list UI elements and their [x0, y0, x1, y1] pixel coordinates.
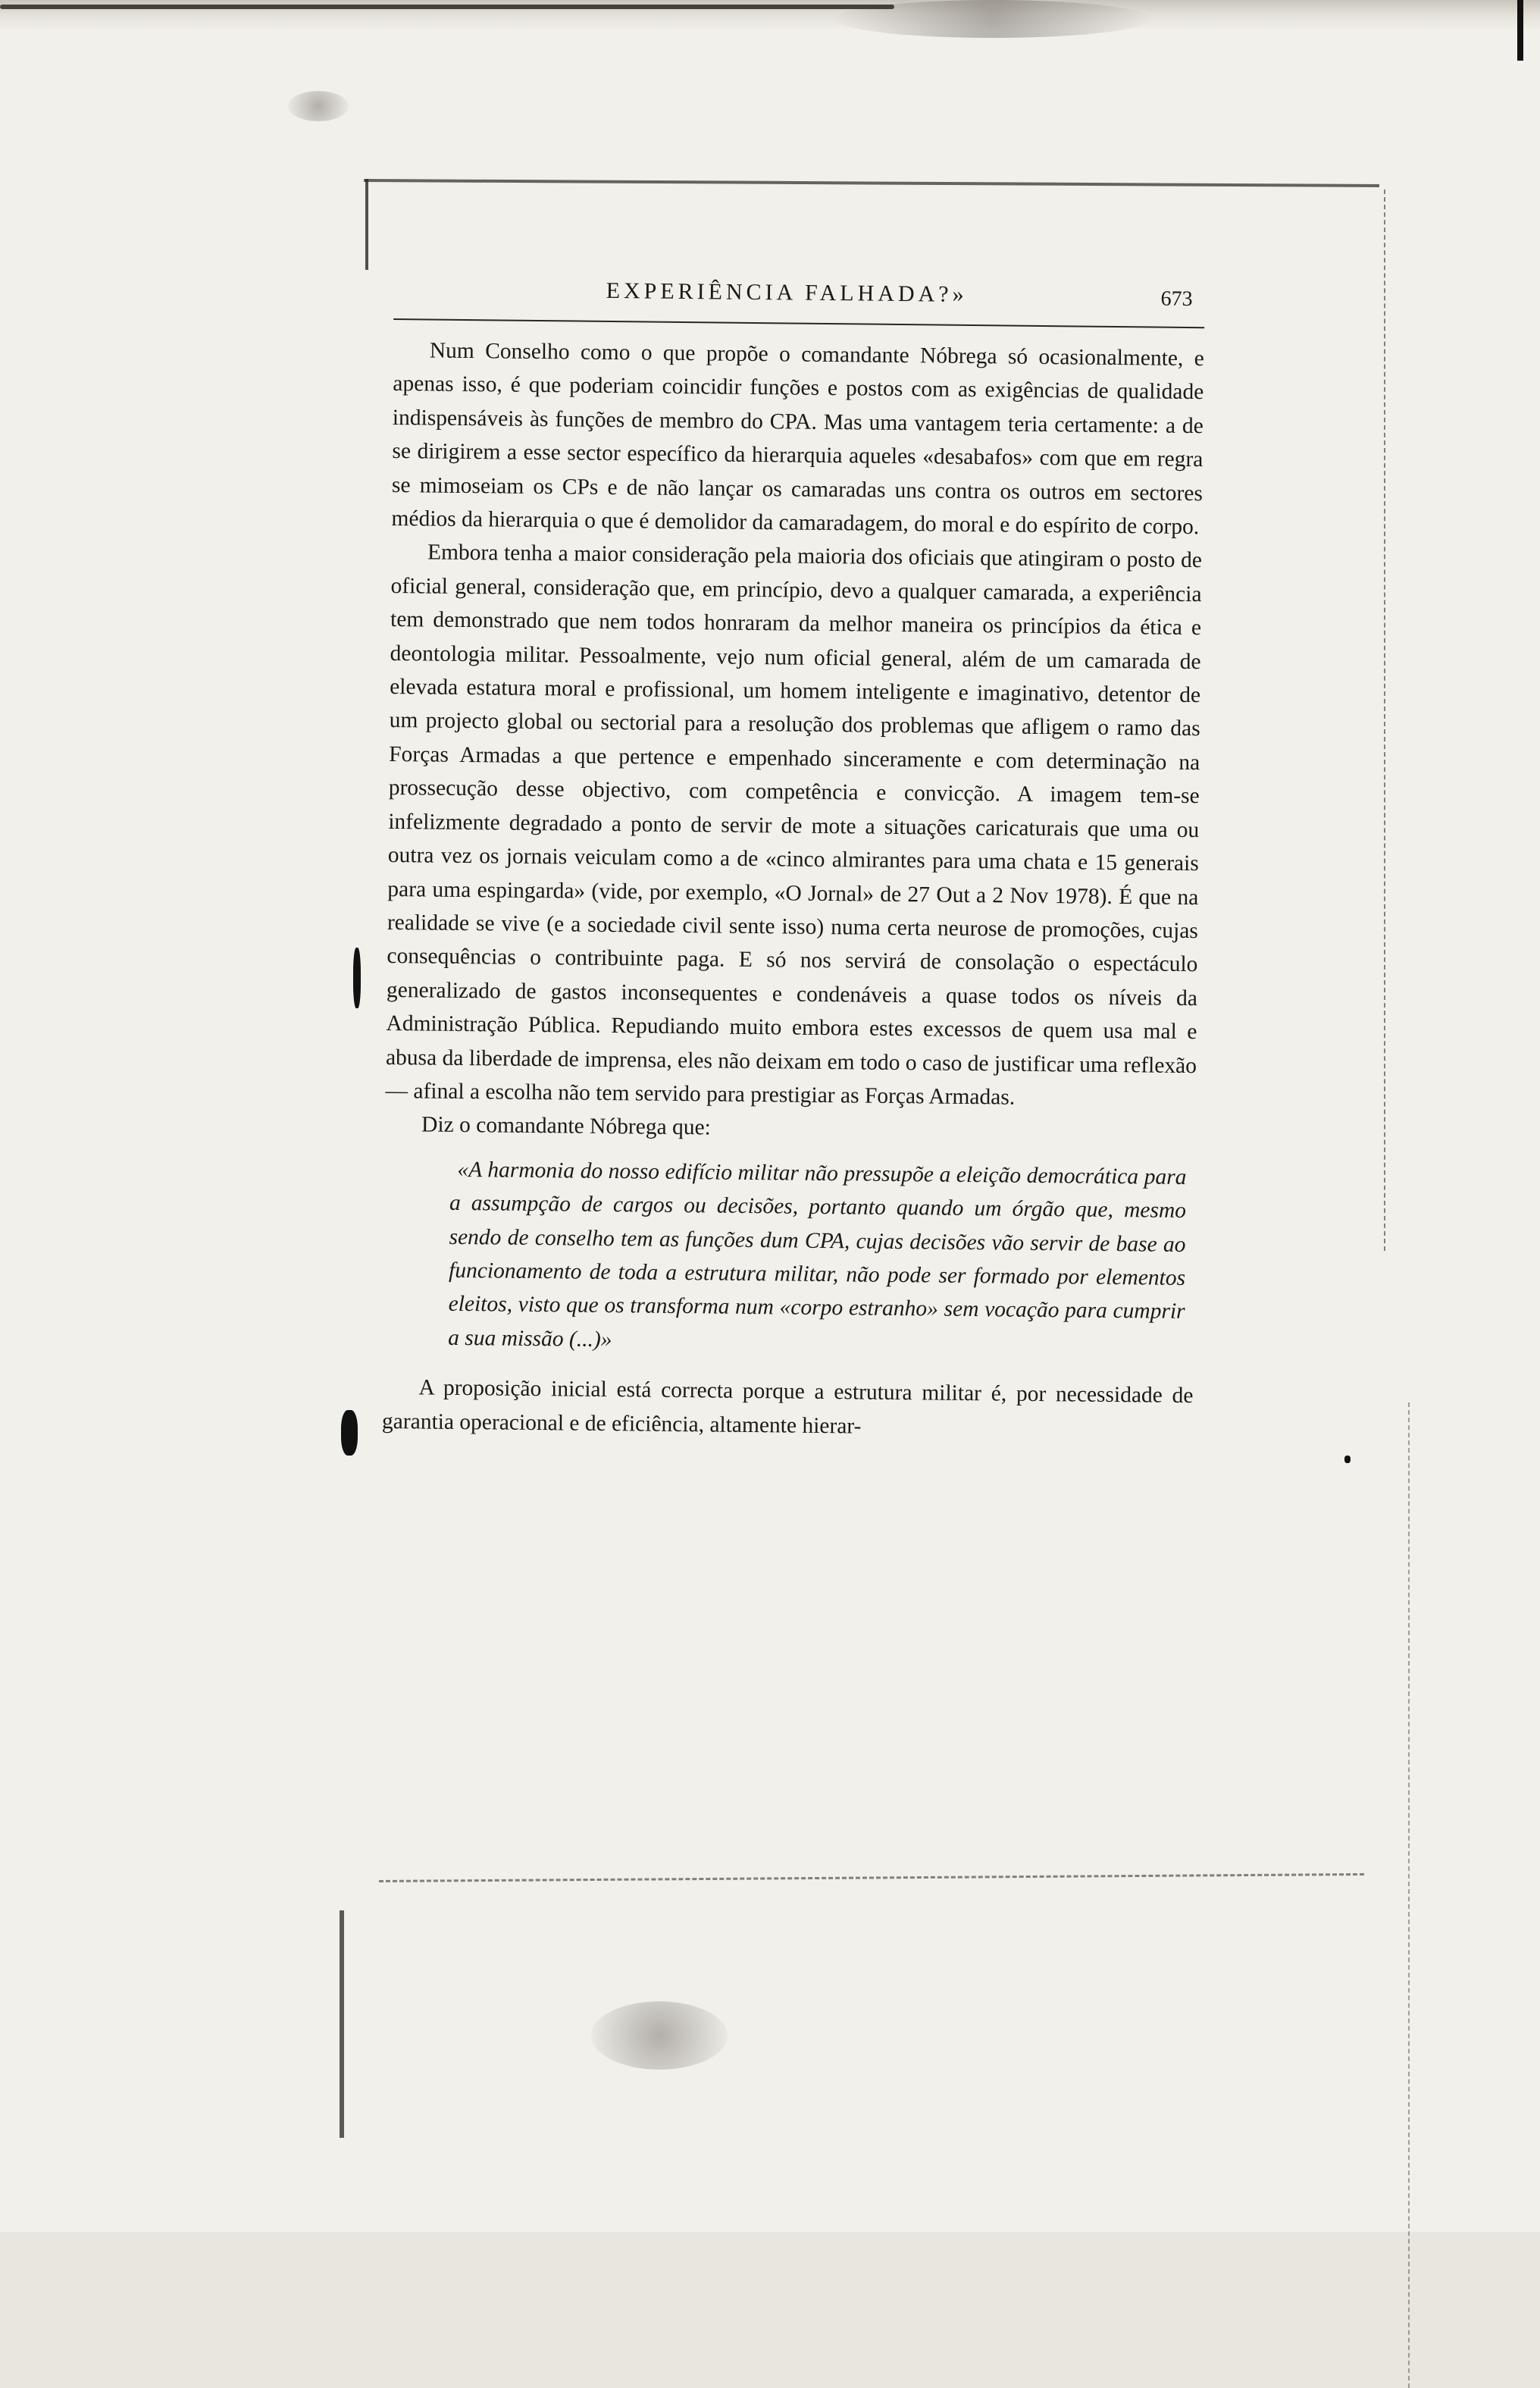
scan-smudge: [591, 2001, 728, 2070]
page-frame-bottom: [379, 1873, 1364, 1885]
body-text: [382, 334, 1204, 1446]
page-frame-right-lower: [1408, 1402, 1411, 2388]
page-frame-top: [364, 179, 1379, 187]
page-frame-right: [1384, 190, 1387, 1251]
paragraph: A proposição inicial está correcta porque a estrutura militar é, por necessidade de garantia operacional e de eficiência, altamente hierar-: [381, 1375, 1194, 1439]
page-number: 673: [1160, 287, 1193, 312]
margin-ink-dot: [1344, 1456, 1351, 1463]
page-frame-lower-left: [340, 1910, 344, 2138]
margin-ink-mark: [341, 1410, 358, 1456]
scan-smudge: [288, 91, 349, 121]
book-page: [382, 265, 1205, 1446]
paragraph: Num Conselho como o que propõe o comandante Nóbrega só ocasionalmente, e apenas isso, é que poderiam coincidir funções e postos com as exigências de qualidade indispensáveis às funções de membro do CPA. Mas uma vantagem teria certamente: a de se dirigirem a esse sector específico da hierarquia aqueles «desabafos» com que em regra se mimoseiam os CPs e de não lançar os camaradas uns contra os outros em sectores médios da hierarquia o que é demolidor da camaradagem, do moral e do espírito de corpo.: [391, 338, 1204, 540]
paragraph: Embora tenha a maior consideração pela maioria dos oficiais que atingiram o posto de oficial general, consideração que, em princípio, devo a qualquer camarada, a experiência tem demonstrado que nem todos honraram da melhor maneira os princípios da ética e deontologia militar. Pessoalmente, vejo num oficial general, além de um camarada de elevada estatura moral e profissional, um homem inteligente e imaginativo, detentor de um projecto global ou sectorial para a resolução dos problemas que afligem o ramo das Forças Armadas a que pertence e empenhado sinceramente e com determinação na prossecução desse objectivo, com competência e convicção. A imagem tem-se infelizmente degradado a ponto de servir de mote a situações caricaturais que uma ou outra vez os jornais veiculam como a de «cinco almirantes para uma chata e 15 generais para uma espingarda» (vide, por exemplo, «O Jornal» de 27 Out a 2 Nov 1978). É que na realidade se vive (e a sociedade civil sente isso) numa certa neurose de promoções, cujas consequências o contribuinte paga. E só nos servirá de consolação o espectáculo generalizado de gastos inconsequentes e condenáveis a quase todos os níveis da Administração Pública. Repudiando muito embora estes excessos de quem usa mal e abusa da liberdade de imprensa, eles não deixam em todo o caso de justificar uma reflexão — afinal a escolha não tem servido para prestigiar as Forças Armadas.: [385, 540, 1203, 1110]
scan-top-edge-line: [0, 5, 894, 9]
margin-ink-mark: [353, 948, 361, 1008]
scan-smudge: [834, 0, 1152, 38]
page-frame-left: [365, 179, 368, 270]
running-head-title: EXPERIÊNCIA FALHADA?»: [606, 277, 968, 307]
block-quote: «A harmonia do nosso edifício militar não pressupõe a eleição democrática para a assumpção de cargos ou decisões, portanto quando um órgão que, mesmo sendo de conselho tem as funções dum CPA, cujas decisões vão servir de base ao funcionamento de toda a estrutura militar, não pode ser formado por elementos eleitos, visto que os transforma num «corpo estranho» sem vocação para cumprir a sua missão (...)»: [448, 1157, 1187, 1352]
scan-right-edge-mark: [1517, 0, 1523, 61]
paragraph: Diz o comandante Nóbrega que:: [421, 1112, 711, 1140]
running-head: [393, 265, 1205, 328]
